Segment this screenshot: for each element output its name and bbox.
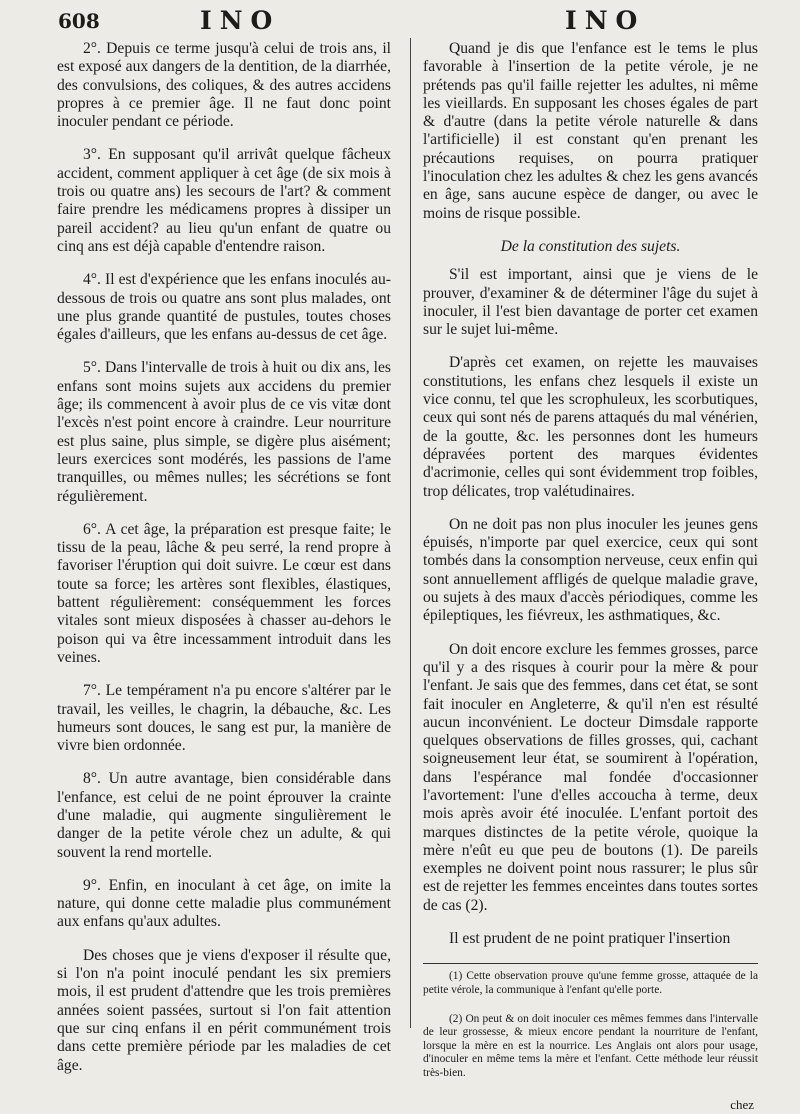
page-header: [0, 6, 800, 36]
left-column: [57, 40, 391, 1090]
paragraph: Quand je dis que l'enfance est le tems le plus favorable à l'insertion de la petite vérole, je ne prétends pas qu'il faille rejetter les adultes, ni même les vieillards. En supposant les choses égales de part & d'autre (dans la petite vérole naturelle & dans l'artificielle) il est constant qu'en prenant les précautions requises, on pourra pratiquer l'inoculation chez les adultes & chez les gens avancés en âge, sans aucune espèce de danger, ou avec le moins de risque possible.: [423, 40, 758, 222]
footnote-rule: [423, 963, 758, 964]
paragraph: 3°. En supposant qu'il arrivât quelque fâcheux accident, comment appliquer à cet âge (de six mois à trois ou quatre ans) les secours de l'art? & comment faire prendre les médicamens propres à dissiper un pareil accident? au lieu qu'un enfant de quatre ou cinq ans est déjà capable d'entendre raison.: [57, 146, 391, 255]
column-divider: [410, 38, 411, 1028]
paragraph: 4°. Il est d'expérience que les enfans inoculés au-dessous de trois ou quatre ans sont plus malades, ont une plus grande quantité de pustules, toutes choses égales d'ailleurs, que les enfans au-dessus de cet âge.: [57, 271, 391, 344]
paragraph: 8°. Un autre avantage, bien considérable dans l'enfance, est celui de ne point éprouver la crainte d'une maladie, qui augmente singulièrement le danger de la petite vérole chez un adulte, & qui souvent la rend mortelle.: [57, 770, 391, 861]
catchword: chez: [730, 1096, 754, 1112]
footnote: (2) On peut & on doit inoculer ces mêmes femmes dans l'intervalle de leur grossesse, & mieux encore pendant la nourriture de l'enfant, lorsque la mère en est la nourrice. Les Anglais ont alors pour usage, d'inoculer en même tems la mère et l'enfant. Cette méthode leur réussit très-bien.: [423, 1012, 758, 1079]
paragraph: D'après cet examen, on rejette les mauvaises constitutions, les enfans chez lesquels il existe un vice connu, tel que les scrophuleux, les scorbutiques, ceux qui sont nés de parens attaqués du mal vénérien, de la goutte, &c. les personnes dont les humeurs dépravées portent des marques évidentes d'acrimonie, celles qui sont évidemment trop foibles, trop délicates, trop valétudinaires.: [423, 354, 758, 500]
paragraph: 2°. Depuis ce terme jusqu'à celui de trois ans, il est exposé aux dangers de la dentition, de la diarrhée, des convulsions, des coliques, & des autres accidens propres à ce premier âge. Il ne faut donc point inoculer pendant ce période.: [57, 40, 391, 131]
paragraph: On doit encore exclure les femmes grosses, parce qu'il y a des risques à courir pour la mère & pour l'enfant. Je sais que des femmes, dans cet état, se sont fait inoculer en Angleterre, & qu'il n'en est résulté aucun inconvénient. Le docteur Dimsdale rapporte quelques observations de filles grosses, qui, cachant soigneusement leur état, se soumirent à l'opération, dans l'espérance mal fondée d'occasionner l'avortement: l'une d'elles accoucha à terme, deux mois après avoir été inoculée. L'enfant portoit des marques distinctes de la petite vérole, quoique la mère n'eût eu que peu de boutons (1). De pareils exemples ne doivent point nous rassurer; le plus sûr est de rejetter les femmes enceintes dans toutes sortes de cas (2).: [423, 640, 758, 914]
paragraph: On ne doit pas non plus inoculer les jeunes gens épuisés, n'importe par quel exercice, ceux qui sont tombés dans la consomption nerveuse, ceux enfin qui sont annuellement affligés de quelque maladie grave, ou sujets à des maux d'accès périodiques, comme les épileptiques, les fiévreux, les asthmatiques, &c.: [423, 515, 758, 625]
page-number: 608: [58, 9, 100, 33]
paragraph: 6°. A cet âge, la préparation est presque faite; le tissu de la peau, lâche & peu serré, la rend propre à favoriser l'éruption qui doit suivre. Le cœur est dans toute sa force; les artères sont flexibles, élastiques, battent régulièrement: conséquemment les forces vitales sont mieux disposées à chasser au-dehors le poison qui va être incessamment introduit dans les veines.: [57, 520, 391, 666]
footnote: (1) Cette observation prouve qu'une femme grosse, attaquée de la petite vérole, la communique à l'enfant qu'elle porte.: [423, 970, 758, 996]
paragraph: 9°. Enfin, en inoculant à cet âge, on imite la nature, qui donne cette maladie plus communément aux enfans qu'aux adultes.: [57, 876, 391, 931]
running-head-right: INO: [565, 6, 646, 35]
paragraph: S'il est important, ainsi que je viens de le prouver, d'examiner & de déterminer l'âge du sujet à inoculer, il l'est bien davantage de porter cet examen sur le sujet lui-même.: [423, 266, 758, 339]
paragraph: 7°. Le tempérament n'a pu encore s'altérer par le travail, les veilles, le chagrin, la débauche, &c. Les humeurs sont douces, le sang est pur, la manière de vivre bien ordonnée.: [57, 682, 391, 755]
paragraph: Des choses que je viens d'exposer il résulte que, si l'on n'a point inoculé pendant les six premiers mois, il est prudent d'attendre que les trois premières années soient passées, surtout si l'on fait attention que sur cinq enfans il en périt communément trois dans cette première période par les maladies de cet âge.: [57, 946, 391, 1074]
section-heading: De la constitution des sujets.: [500, 237, 681, 255]
paragraph: 5°. Dans l'intervalle de trois à huit ou dix ans, les enfans sont moins sujets aux accidens du premier âge; ils commencent à avoir plus de ce vis vitæ dont l'excès n'est point encore à craindre. Leur nourriture est plus saine, plus simple, se digère plus aisément; leurs exercices sont modérés, les passions de l'ame tranquilles, ou mêmes nulles; les sécrétions se font régulièrement.: [57, 359, 391, 505]
paragraph: Il est prudent de ne point pratiquer l'insertion: [449, 930, 731, 948]
running-head-left: INO: [200, 6, 281, 35]
right-column: [423, 40, 758, 1114]
